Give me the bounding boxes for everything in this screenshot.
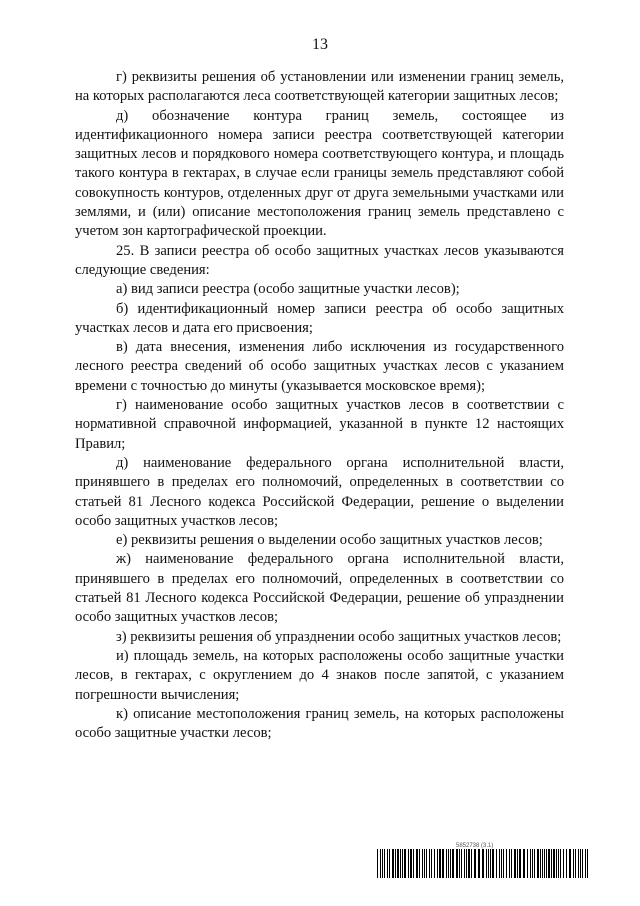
paragraph-b-identification-number: б) идентификационный номер записи реестра об особо защитных участках лесов и дата его присвоения; [75, 300, 564, 336]
paragraph-z-abolition-decision: з) реквизиты решения об упразднении особо защитных участков лесов; [116, 628, 562, 645]
paragraph-e-allocation-decision: е) реквизиты решения о выделении особо защитных участков лесов; [116, 532, 543, 549]
paragraph-a-record-type: а) вид записи реестра (особо защитные участки лесов); [116, 281, 460, 298]
paragraph-zh-abolition-authority: ж) наименование федерального органа исполнительной власти, принявшего в пределах его полномочий, определенных в соответствии со статьей 81 Лесного кодекса Российской Федерации, решение об упразднении особо защитных участков лесов; [75, 551, 564, 626]
paragraph-d-contour-designation: д) обозначение контура границ земель, состоящее из идентификационного номера записи реестра соответствующей категории защитных лесов и порядкового номера соответствующего контура, и площадь такого контура в гектарах, в случае если границы земель представляют собой совокупность контуров, отделенных друг от друга земельными участками или землями, и (или) описание местоположения границ земель представлено с учетом зон картографической проекции. [75, 107, 564, 240]
paragraph-g-name: г) наименование особо защитных участков лесов в соответствии с нормативной справочной информацией, указанной в пункте 12 настоящих Правил; [75, 397, 564, 452]
paragraph-g-boundaries-decision: г) реквизиты решения об установлении или изменении границ земель, на которых располагаются леса соответствующей категории защитных лесов; [75, 69, 564, 105]
paragraph-v-date-of-entry: в) дата внесения, изменения либо исключения из государственного лесного реестра сведений об особо защитных участках лесов с указанием времени с точностью до минуты (указывается московское время); [75, 339, 564, 394]
document-body [75, 68, 564, 743]
barcode-image [377, 849, 590, 878]
barcode-label: 5852738 (3.1) [456, 843, 494, 849]
paragraph-k-location-description: к) описание местоположения границ земель, на которых расположены особо защитные участки лесов; [75, 705, 564, 742]
paragraph-25-heading: 25. В записи реестра об особо защитных участках лесов указываются следующие сведения: [75, 242, 564, 278]
paragraph-i-area: и) площадь земель, на которых расположены особо защитные участки лесов, в гектарах, с округлением до 4 знаков после запятой, с указанием погрешности вычисления; [75, 647, 564, 703]
page-number: 13 [312, 36, 328, 53]
paragraph-d-allocation-authority: д) наименование федерального органа исполнительной власти, принявшего в пределах его полномочий, определенных в соответствии со статьей 81 Лесного кодекса Российской Федерации, решение о выделении особо защитных участков лесов; [75, 454, 564, 529]
